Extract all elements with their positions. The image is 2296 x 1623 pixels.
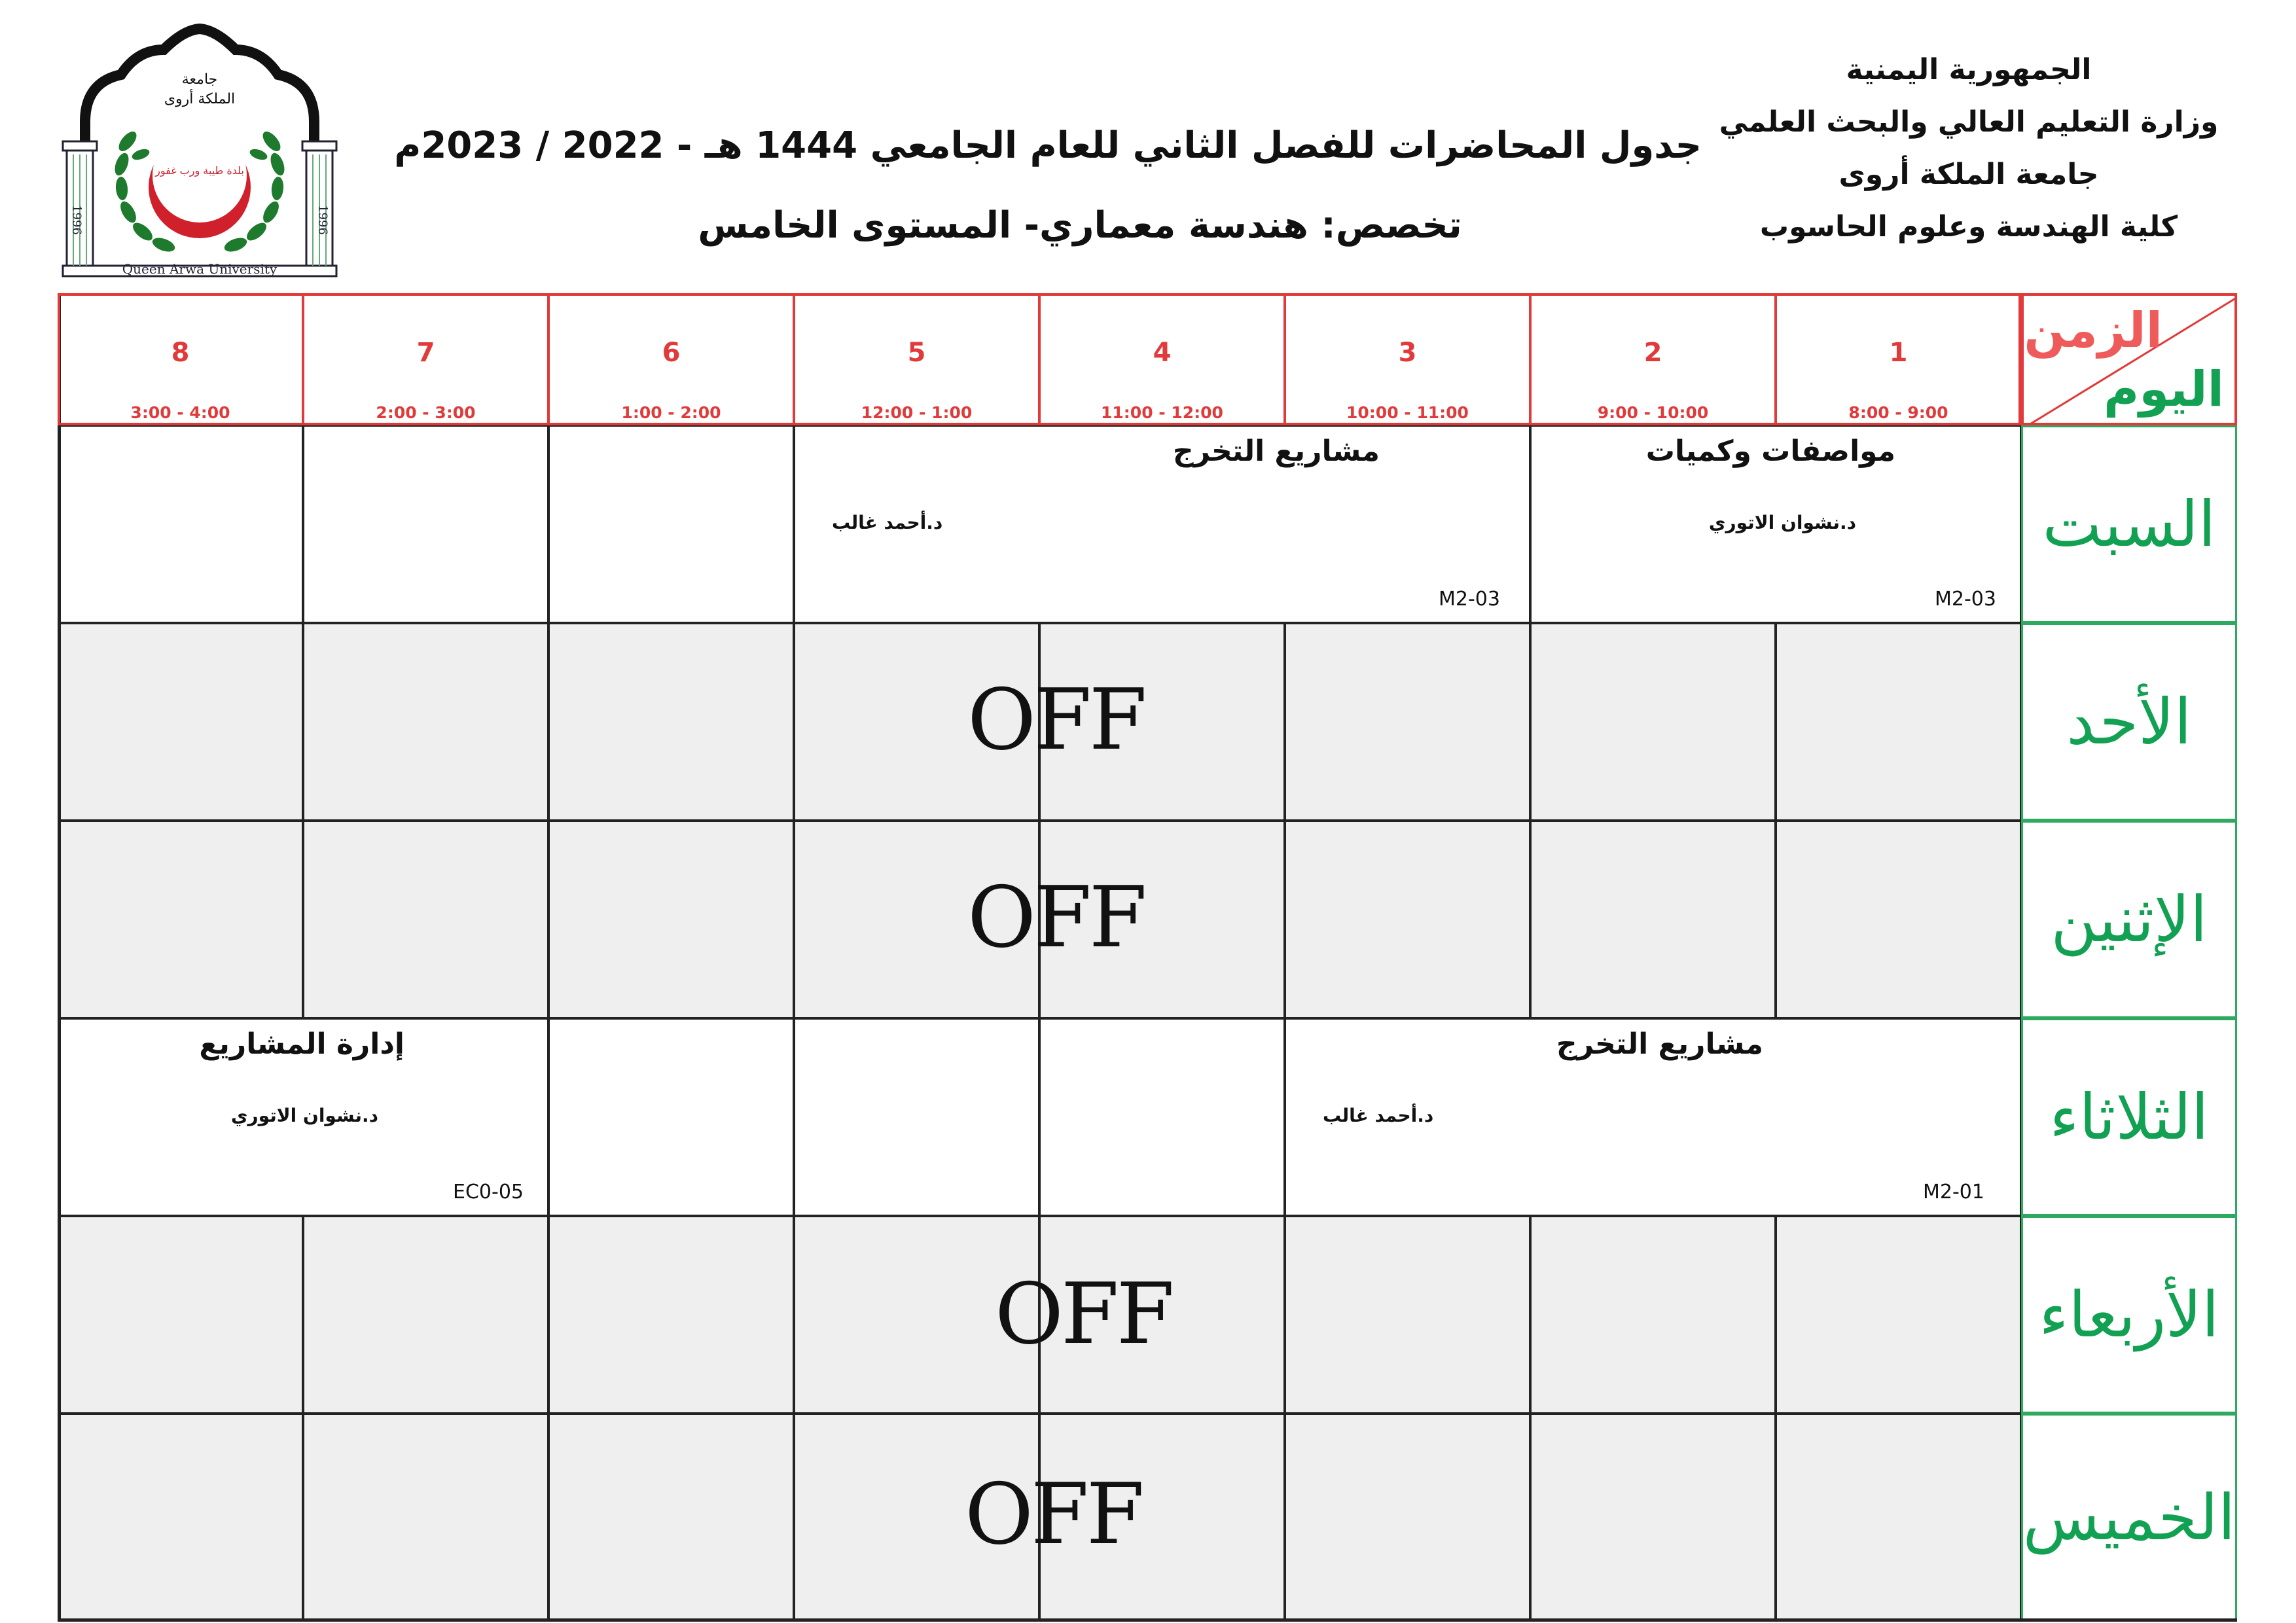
- period-number: 6: [662, 338, 681, 368]
- session-tue-graduation-projects: [1285, 1018, 2021, 1216]
- off-slot: [548, 1216, 794, 1414]
- period-time: 3:00 - 4:00: [130, 403, 230, 422]
- off-slot: [1530, 1414, 1776, 1622]
- period-time: 8:00 - 9:00: [1848, 403, 1948, 422]
- period-time: 12:00 - 1:00: [861, 403, 973, 422]
- off-slot: [1285, 1414, 1530, 1622]
- college-name: كلية الهندسة وعلوم الحاسوب: [1759, 210, 2178, 243]
- period-header-7: [303, 293, 548, 425]
- empty-slot: [548, 1018, 794, 1216]
- corner-time-label: الزمن: [2024, 302, 2162, 359]
- timetable: [58, 293, 2257, 1622]
- period-time: 9:00 - 10:00: [1597, 403, 1709, 422]
- off-slot: [303, 1414, 548, 1622]
- empty-slot: [58, 425, 303, 623]
- off-label: OFF: [967, 671, 1145, 769]
- empty-slot: [548, 425, 794, 623]
- off-slot: [58, 1414, 303, 1622]
- logo-name-en: Queen Arwa University: [122, 261, 278, 277]
- university-name: جامعة الملكة أروى: [1839, 158, 2099, 191]
- period-time: 2:00 - 3:00: [376, 403, 476, 422]
- room-code: M2-03: [1935, 588, 1996, 611]
- lecturer-name: د.أحمد غالب: [1323, 1105, 1434, 1126]
- day-name: السبت: [2042, 488, 2216, 561]
- off-slot: [1285, 1216, 1530, 1414]
- empty-slot: [1039, 1018, 1285, 1216]
- day-label-wednesday: [2021, 1216, 2237, 1414]
- day-name: الإثنين: [2051, 883, 2208, 956]
- period-number: 5: [907, 338, 926, 368]
- period-number: 4: [1153, 338, 1172, 368]
- period-number: 8: [171, 338, 190, 368]
- period-number: 2: [1643, 338, 1662, 368]
- day-name: الأربعاء: [2039, 1278, 2219, 1351]
- period-header-5: [794, 293, 1039, 425]
- off-label: OFF: [995, 1266, 1172, 1363]
- corner-cell: [2021, 293, 2237, 425]
- day-label-sunday: [2021, 623, 2237, 821]
- day-name: الثلاثاء: [2049, 1080, 2209, 1154]
- off-slot: [548, 821, 794, 1018]
- logo-name-ar-top: جامعة: [181, 71, 218, 88]
- room-code: EC0-05: [453, 1181, 524, 1204]
- period-header-6: [548, 293, 794, 425]
- empty-slot: [794, 1018, 1039, 1216]
- lecturer-name: د.أحمد غالب: [832, 512, 943, 533]
- day-label-saturday: [2021, 425, 2237, 623]
- off-slot: [1530, 821, 1776, 1018]
- lecturer-name: د.نشوان الاتوري: [230, 1105, 378, 1126]
- off-slot: [58, 821, 303, 1018]
- period-header-8: [58, 293, 303, 425]
- period-header-4: [1039, 293, 1285, 425]
- day-name: الأحد: [2066, 685, 2192, 758]
- course-title: مشاريع التخرج: [1172, 435, 1380, 468]
- period-time: 11:00 - 12:00: [1101, 403, 1223, 422]
- institution-header: [1687, 39, 2250, 258]
- session-sat-specifications: [1530, 425, 2021, 623]
- course-title: إدارة المشاريع: [199, 1027, 404, 1061]
- off-slot: [1776, 821, 2021, 1018]
- session-tue-project-management: [58, 1018, 548, 1216]
- off-slot: [58, 623, 303, 821]
- logo-name-ar-bottom: الملكة أروى: [164, 91, 236, 107]
- day-label-tuesday: [2021, 1018, 2237, 1216]
- period-number: 7: [416, 338, 435, 368]
- off-slot: [303, 1216, 548, 1414]
- period-header-1: [1776, 293, 2021, 425]
- off-slot: [58, 1216, 303, 1414]
- course-title: مواصفات وكميات: [1645, 435, 1895, 468]
- off-slot: [1530, 623, 1776, 821]
- country-name: الجمهورية اليمنية: [1846, 53, 2092, 86]
- schedule-subtitle: تخصص: هندسة معماري- المستوى الخامس: [698, 204, 1462, 247]
- day-label-monday: [2021, 821, 2237, 1018]
- schedule-title: جدول المحاضرات للفصل الثاني للعام الجامعي 1444 هـ - 2022 / 2023م: [394, 124, 1702, 167]
- university-logo: [59, 24, 340, 285]
- period-header-3: [1285, 293, 1530, 425]
- off-slot: [548, 623, 794, 821]
- off-label: OFF: [965, 1466, 1142, 1563]
- ministry-name: وزارة التعليم العالي والبحث العلمي: [1719, 105, 2219, 139]
- off-slot: [1530, 1216, 1776, 1414]
- off-slot: [303, 821, 548, 1018]
- corner-day-label: اليوم: [2104, 361, 2224, 418]
- off-slot: [1776, 1216, 2021, 1414]
- logo-motto: بلدة طيبة ورب غفور: [155, 164, 244, 177]
- day-name: الخميس: [2022, 1481, 2236, 1554]
- logo-year-left: 1996: [69, 205, 84, 235]
- off-slot: [303, 623, 548, 821]
- room-code: M2-01: [1923, 1181, 1984, 1204]
- period-number: 1: [1889, 338, 1908, 368]
- off-slot: [548, 1414, 794, 1622]
- period-number: 3: [1398, 338, 1417, 368]
- period-header-2: [1530, 293, 1776, 425]
- off-slot: [1285, 821, 1530, 1018]
- period-time: 1:00 - 2:00: [621, 403, 721, 422]
- day-label-thursday: [2021, 1414, 2237, 1622]
- session-sat-graduation-projects: [794, 425, 1530, 623]
- off-label: OFF: [967, 869, 1145, 967]
- room-code: M2-03: [1439, 588, 1500, 611]
- logo-year-right: 1996: [315, 205, 330, 235]
- off-slot: [1285, 623, 1530, 821]
- lecturer-name: د.نشوان الاتوري: [1708, 512, 1856, 533]
- off-slot: [1776, 1414, 2021, 1622]
- period-time: 10:00 - 11:00: [1346, 403, 1469, 422]
- off-slot: [1776, 623, 2021, 821]
- empty-slot: [303, 425, 548, 623]
- course-title: مشاريع التخرج: [1556, 1027, 1763, 1061]
